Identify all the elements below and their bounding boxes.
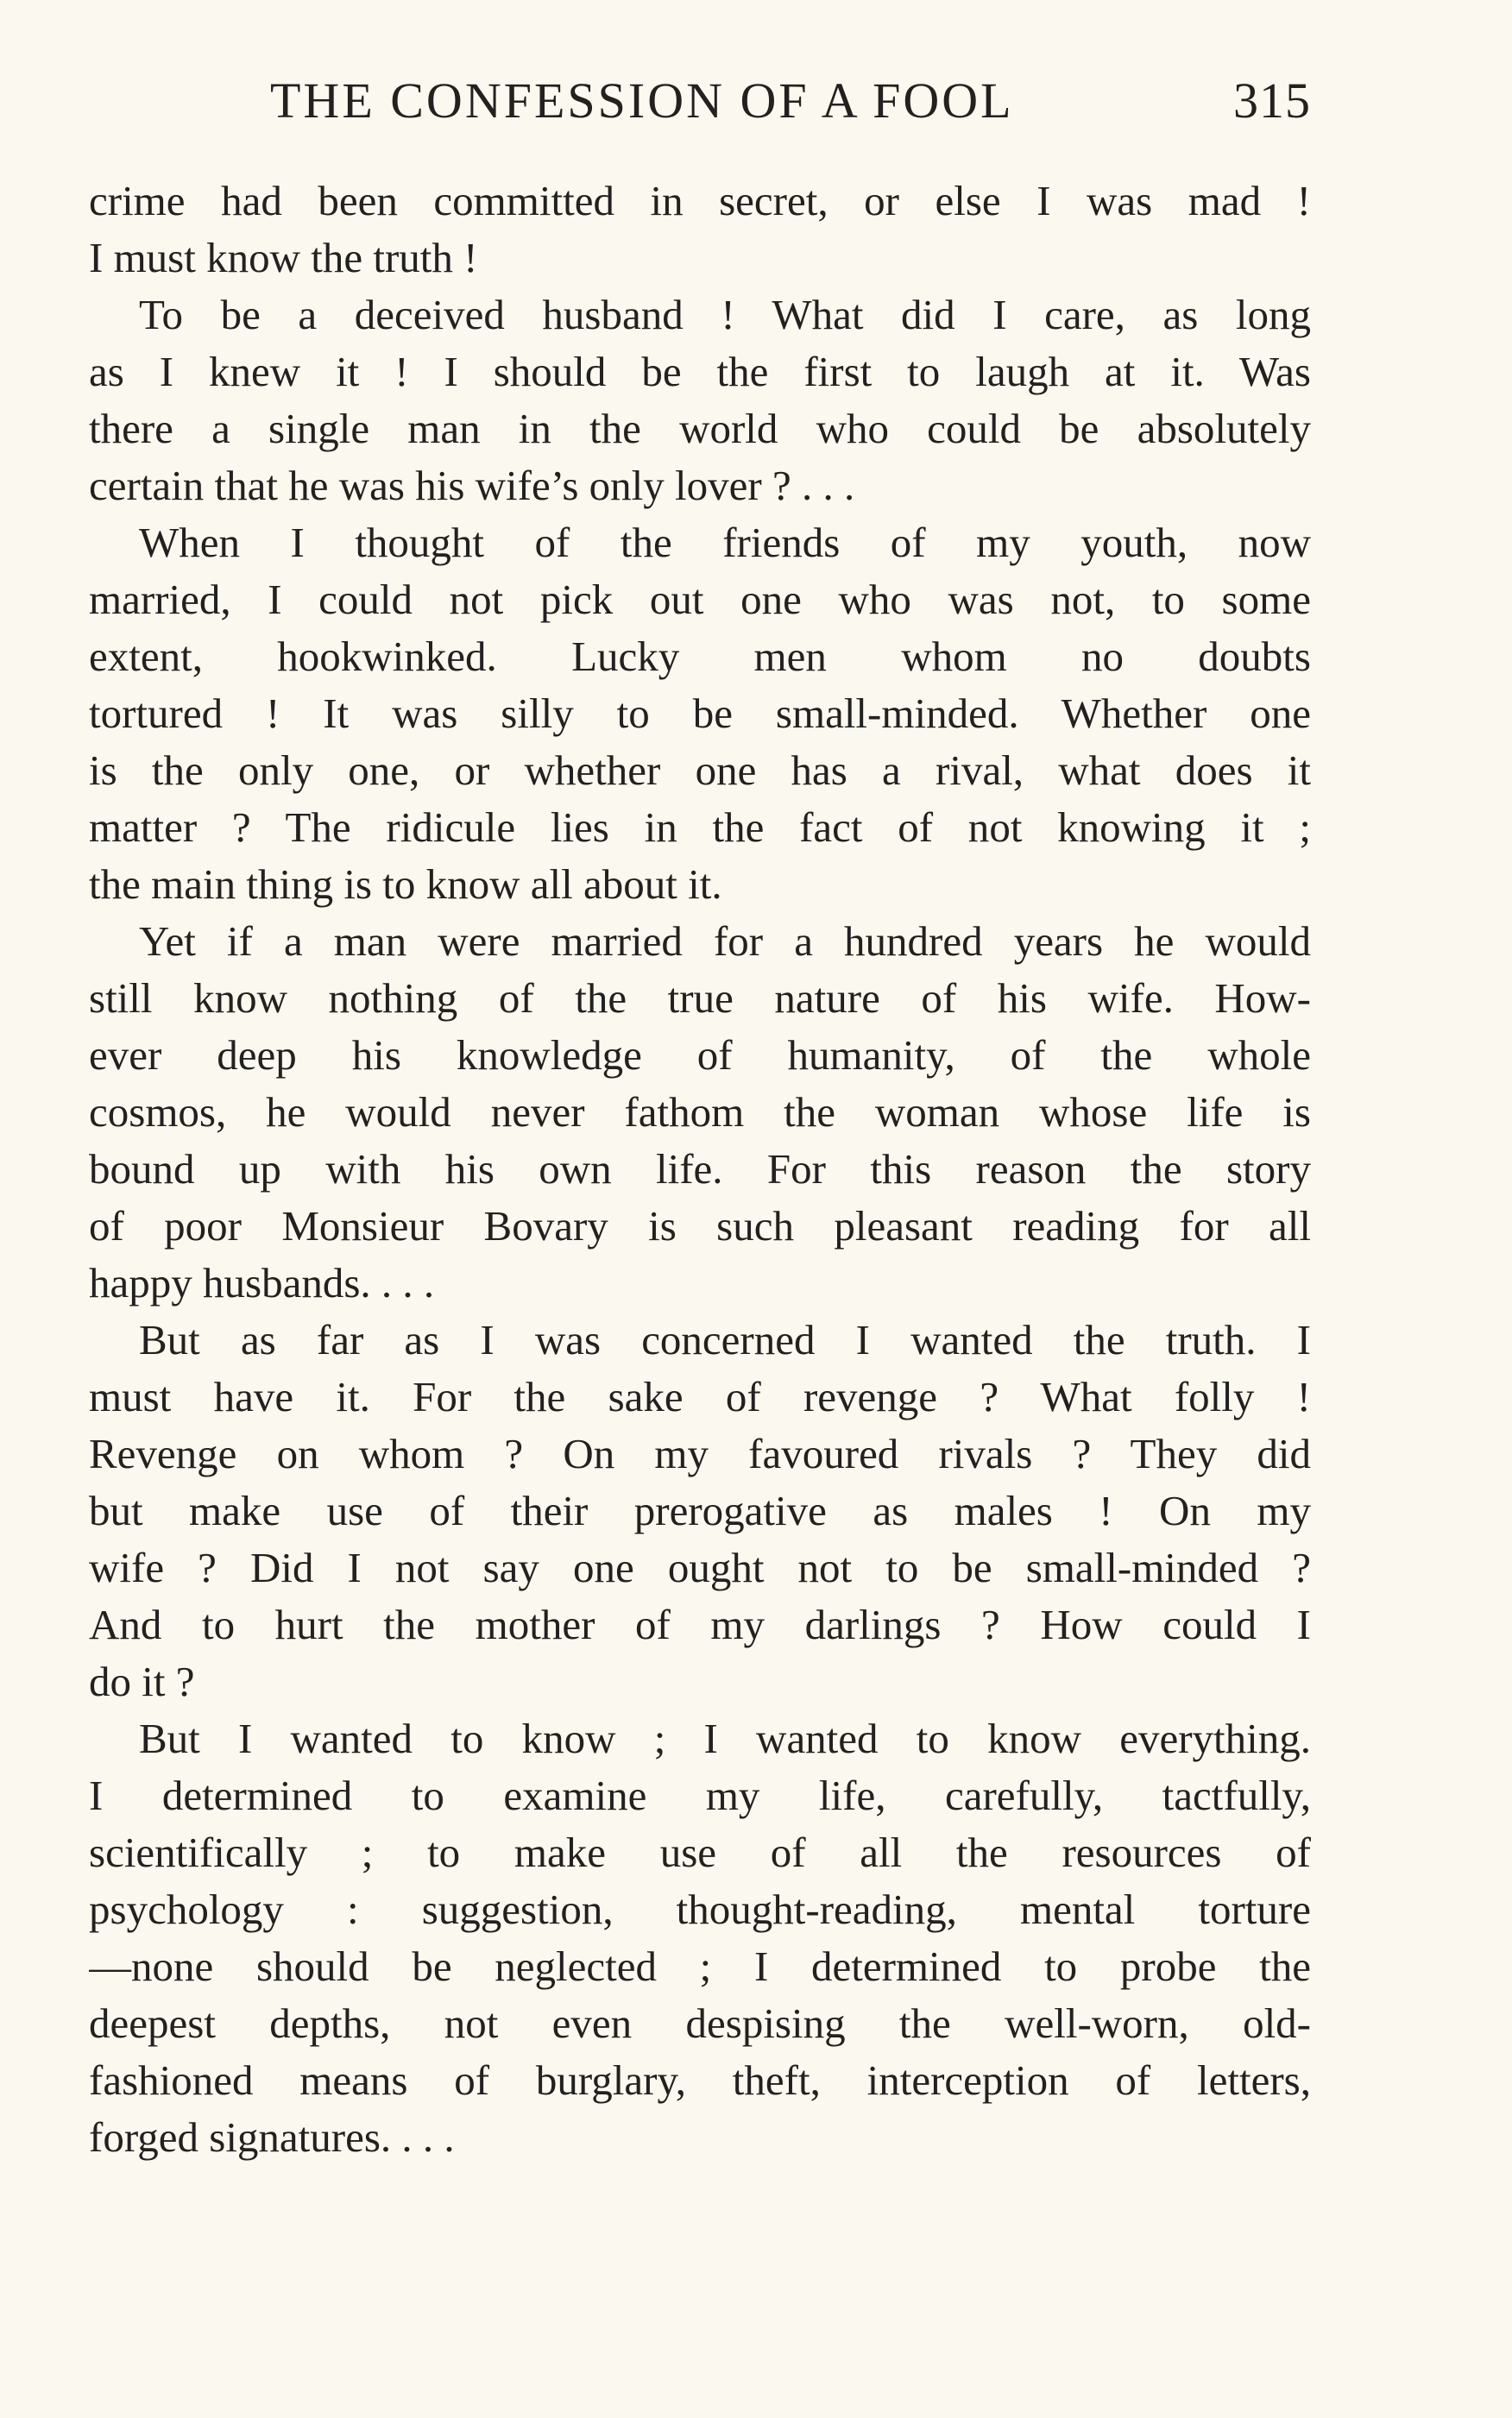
body-text: [89, 173, 1311, 2166]
text-line: there a single man in the world who could be absolutely: [89, 405, 1311, 452]
paragraph: [89, 514, 1311, 913]
text-line: deepest depths, not even despising the well-worn, old-: [89, 1999, 1311, 2047]
text-line: is the only one, or whether one has a rival, what does it: [89, 746, 1311, 794]
text-line: but make use of their prerogative as males ! On my: [89, 1487, 1311, 1534]
paragraph: [89, 287, 1311, 514]
text-line: wife ? Did I not say one ought not to be small-minded ?: [89, 1544, 1311, 1591]
running-title: THE CONFESSION OF A FOOL: [270, 72, 1014, 129]
page-number: 315: [1233, 72, 1311, 129]
text-line: fashioned means of burglary, theft, interception of letters,: [89, 2056, 1311, 2104]
running-head: [89, 71, 1311, 131]
text-line: —none should be neglected ; I determined to probe the: [89, 1943, 1311, 1990]
text-line: cosmos, he would never fathom the woman whose life is: [89, 1088, 1311, 1136]
text-line: married, I could not pick out one who was not, to some: [89, 576, 1311, 623]
text-line: I must know the truth !: [89, 234, 478, 281]
text-line: psychology : suggestion, thought-reading, mental torture: [89, 1886, 1311, 1933]
text-line: certain that he was his wife’s only lover ? . . .: [89, 462, 855, 509]
text-line: Yet if a man were married for a hundred years he would: [139, 917, 1311, 965]
text-line: ever deep his knowledge of humanity, of the whole: [89, 1031, 1311, 1079]
paragraph: [89, 1312, 1311, 1710]
text-line: of poor Monsieur Bovary is such pleasant reading for all: [89, 1202, 1311, 1250]
text-line: And to hurt the mother of my darlings ? How could I: [89, 1601, 1311, 1648]
text-line: But as far as I was concerned I wanted the truth. I: [139, 1316, 1311, 1363]
text-line: I determined to examine my life, carefully, tactfully,: [89, 1772, 1311, 1819]
paragraph: [89, 1710, 1311, 2166]
text-line: the main thing is to know all about it.: [89, 860, 722, 908]
text-line: But I wanted to know ; I wanted to know everything.: [139, 1715, 1311, 1762]
text-line: must have it. For the sake of revenge ? What folly !: [89, 1373, 1311, 1420]
paragraph: [89, 913, 1311, 1312]
text-line: forged signatures. . . .: [89, 2113, 455, 2161]
text-line: still know nothing of the true nature of his wife. How-: [89, 974, 1311, 1022]
text-line: Revenge on whom ? On my favoured rivals ? They did: [89, 1430, 1311, 1477]
text-line: scientifically ; to make use of all the resources of: [89, 1829, 1311, 1876]
text-line: happy husbands. . . .: [89, 1259, 435, 1307]
text-line: bound up with his own life. For this reason the story: [89, 1145, 1311, 1193]
text-line: tortured ! It was silly to be small-minded. Whether one: [89, 690, 1311, 737]
text-line: matter ? The ridicule lies in the fact of not knowing it ;: [89, 803, 1311, 851]
paragraph: [89, 173, 1311, 287]
text-line: as I knew it ! I should be the first to laugh at it. Was: [89, 348, 1311, 395]
text-line: do it ?: [89, 1658, 195, 1705]
text-line: crime had been committed in secret, or else I was mad !: [89, 177, 1311, 224]
text-line: When I thought of the friends of my youth, now: [139, 519, 1311, 566]
text-line: To be a deceived husband ! What did I care, as long: [139, 291, 1311, 338]
text-line: extent, hookwinked. Lucky men whom no doubts: [89, 633, 1311, 680]
